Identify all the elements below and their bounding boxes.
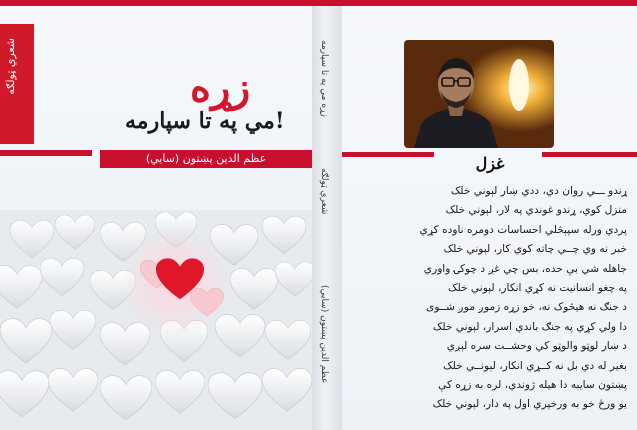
poem-line: بغير له دي بل نه کــړي انکار، لېونــي خلک: [443, 359, 627, 372]
poem-line: پښتون سايبه دا هيله ژوندي، لره به زړه کې: [438, 379, 627, 392]
genre-tag-label: شعري ټولګه: [4, 38, 17, 95]
genre-tag: [0, 24, 34, 144]
book-spine: [312, 0, 342, 430]
poem-line: په چغو انسانيت نه کړي انکار، لېوني خلک: [448, 282, 627, 295]
poem-line: د جنګ نه هيڅوک نه، خو زړه زموږ موږ شــوی: [426, 301, 627, 314]
author-strip: [100, 150, 312, 168]
spine-author: عظم الدين پښتون (سايي): [319, 285, 329, 384]
poem-text: [365, 182, 627, 415]
top-red-bar: [342, 0, 637, 6]
poem-line: منزل کوي، ړندو غوندي په لار، لېوني خلک: [445, 204, 627, 217]
poem-line: ړندو ـــي روان دي، ددي ښار لېوني خلک: [450, 185, 627, 197]
red-divider-left: [342, 152, 434, 157]
red-divider-right: [542, 152, 637, 157]
author-photo: [404, 40, 554, 148]
poem-line: خبر نه وي چــي چاته کوي کار، لېوني خلک: [443, 243, 627, 256]
red-divider: [0, 150, 92, 156]
poem-line: جاهله شي بې حده، بس چي غږ د چوکۍ واوري: [423, 262, 627, 275]
book-title: زړه: [190, 64, 251, 111]
back-cover: [342, 0, 637, 430]
poem-line: دا ولي کړي په جنګ باندي اسرار، لېوني خلک: [432, 320, 627, 333]
poem-line: د ښار لوټو والوټو کي وحشــت سره لېږي: [446, 340, 627, 353]
poem-line: پردي ورله سپېڅلي احساسات دومره ناوده کړي: [419, 223, 627, 236]
poem-heading: غزل: [475, 154, 505, 173]
front-cover: [0, 0, 312, 430]
author-name: عظم الدين پښتون (سايي): [145, 152, 267, 165]
spine-title: زړه مي په تا سپارمه: [319, 40, 329, 117]
hearts-illustration: [0, 210, 312, 430]
top-red-bar: [0, 0, 312, 6]
spine-genre: شعري ټولګه: [319, 168, 329, 215]
poem-line: يو ورځ خو به ورخپري اول په دار، لېوني خلک: [432, 398, 627, 411]
book-subtitle: مي په تا سپارمه!: [125, 108, 285, 134]
spine-red-bar: [312, 0, 342, 6]
